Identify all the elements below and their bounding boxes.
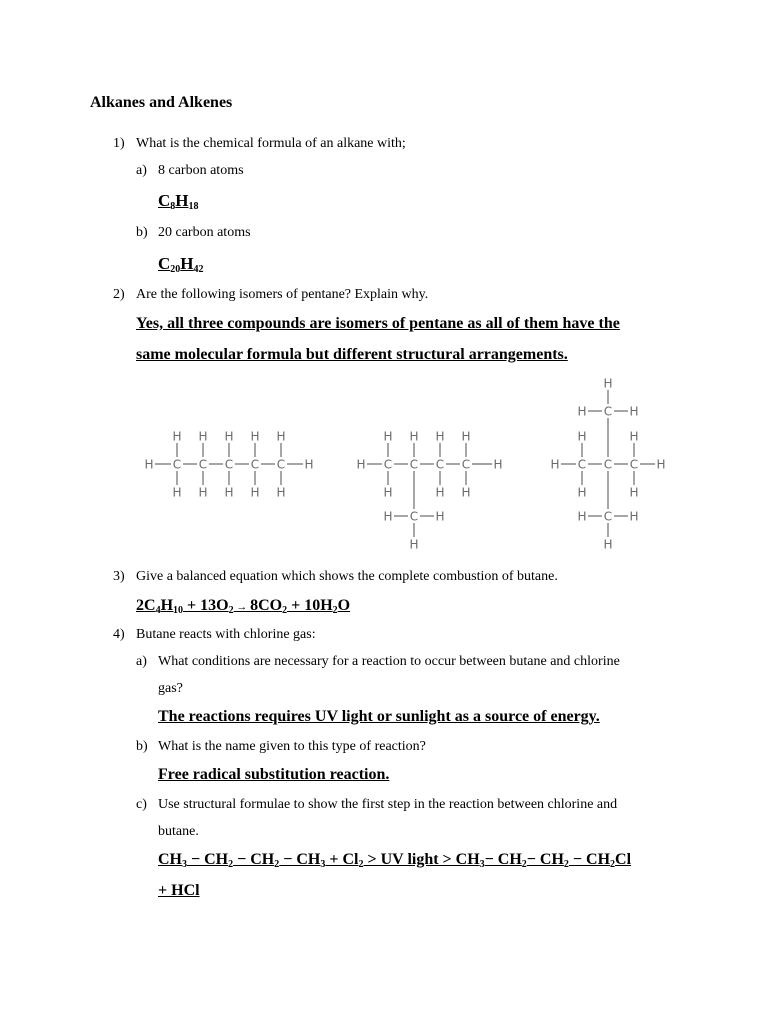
h-atom-89: H (603, 376, 613, 391)
question-4c-text-line-1: Use structural formulae to show the first step in the reaction between chlorine and (158, 797, 618, 812)
h-atom-0: H (144, 457, 154, 472)
question-2-text: Are the following isomers of pentane? Explain why. (136, 287, 429, 302)
question-2-number: 2) (113, 287, 125, 302)
h-atom-21: H (250, 429, 260, 444)
h-atom-73: H (656, 457, 666, 472)
question-4-number: 4) (113, 627, 125, 642)
question-4a-text-line-2: gas? (158, 681, 183, 696)
answer-3-equation: $2C_4H_{10} + 13O_2 \to 8CO_2 + 10H_2O$ (136, 597, 351, 616)
h-atom-40: H (409, 429, 419, 444)
c-atom-70: C (603, 457, 613, 472)
h-atom-11: H (198, 485, 208, 500)
h-atom-93: H (577, 509, 587, 524)
h-atom-5: H (172, 485, 182, 500)
c-atom-26: C (276, 457, 286, 472)
question-1a-text: 8 carbon atoms (158, 163, 244, 178)
question-4b-label: b) (136, 739, 148, 754)
c-atom-47: C (461, 457, 471, 472)
answer-1a: $C_8H_{18}$ (158, 191, 199, 212)
c-atom-83: C (603, 404, 613, 419)
question-4b-text: What is the name given to this type of reaction? (158, 739, 426, 754)
h-atom-50: H (493, 457, 503, 472)
c-atom-20: C (250, 457, 260, 472)
answer-2-line-2: same molecular formula but different structural arrangements. (136, 346, 568, 363)
question-4a-text-line-1: What conditions are necessary for a reaction to occur between butane and chlorine (158, 654, 620, 669)
h-atom-9: H (198, 429, 208, 444)
h-atom-3: H (172, 429, 182, 444)
page-title: Alkanes and Alkenes (90, 94, 233, 111)
question-4c-text-line-2: butane. (158, 824, 199, 839)
h-atom-48: H (461, 429, 471, 444)
h-atom-77: H (629, 429, 639, 444)
answer-4a: The reactions requires UV light or sunlight as a source of energy. (158, 708, 600, 725)
h-atom-81: H (629, 485, 639, 500)
question-3-number: 3) (113, 569, 125, 584)
h-atom-64: H (409, 537, 419, 552)
h-atom-56: H (461, 485, 471, 500)
h-atom-87: H (629, 404, 639, 419)
h-atom-23: H (250, 485, 260, 500)
h-atom-27: H (276, 429, 286, 444)
h-atom-95: H (629, 509, 639, 524)
c-atom-35: C (383, 457, 393, 472)
isomer-structures-figure (140, 372, 680, 557)
c-atom-72: C (629, 457, 639, 472)
question-3-text: Give a balanced equation which shows the complete combustion of butane. (136, 569, 558, 584)
question-4c-label: c) (136, 797, 147, 812)
h-atom-66: H (550, 457, 560, 472)
h-atom-15: H (224, 429, 234, 444)
question-4a-label: a) (136, 654, 147, 669)
h-atom-60: H (383, 509, 393, 524)
answer-4b: Free radical substitution reaction. (158, 766, 390, 783)
answer-1b: $C_{20}H_{42}$ (158, 254, 204, 275)
c-atom-68: C (577, 457, 587, 472)
h-atom-79: H (577, 485, 587, 500)
h-atom-75: H (577, 429, 587, 444)
c-atom-2: C (172, 457, 182, 472)
h-atom-85: H (577, 404, 587, 419)
c-atom-59: C (409, 509, 419, 524)
question-1a-label: a) (136, 163, 147, 178)
c-atom-14: C (224, 457, 234, 472)
h-atom-29: H (276, 485, 286, 500)
question-4-text: Butane reacts with chlorine gas: (136, 627, 316, 642)
h-atom-33: H (356, 457, 366, 472)
c-atom-43: C (435, 457, 445, 472)
question-1b-label: b) (136, 225, 148, 240)
question-1-number: 1) (113, 136, 125, 151)
h-atom-36: H (383, 429, 393, 444)
question-1-text: What is the chemical formula of an alkane with; (136, 136, 406, 151)
question-1b-text: 20 carbon atoms (158, 225, 251, 240)
c-atom-91: C (603, 509, 613, 524)
h-atom-31: H (304, 457, 314, 472)
answer-4c-line-1: $CH_3 - CH_2 - CH_2 - CH_3 + Cl_2$ > UV light > $CH_3- CH_2- CH_2 - CH_2Cl$ (158, 851, 632, 870)
answer-4c-line-2: + HCl (158, 882, 200, 899)
answer-2-line-1: Yes, all three compounds are isomers of pentane as all of them have the (136, 315, 620, 332)
c-atom-8: C (198, 457, 208, 472)
h-atom-62: H (435, 509, 445, 524)
h-atom-97: H (603, 537, 613, 552)
c-atom-39: C (409, 457, 419, 472)
h-atom-17: H (224, 485, 234, 500)
h-atom-44: H (435, 429, 445, 444)
h-atom-52: H (383, 485, 393, 500)
h-atom-54: H (435, 485, 445, 500)
